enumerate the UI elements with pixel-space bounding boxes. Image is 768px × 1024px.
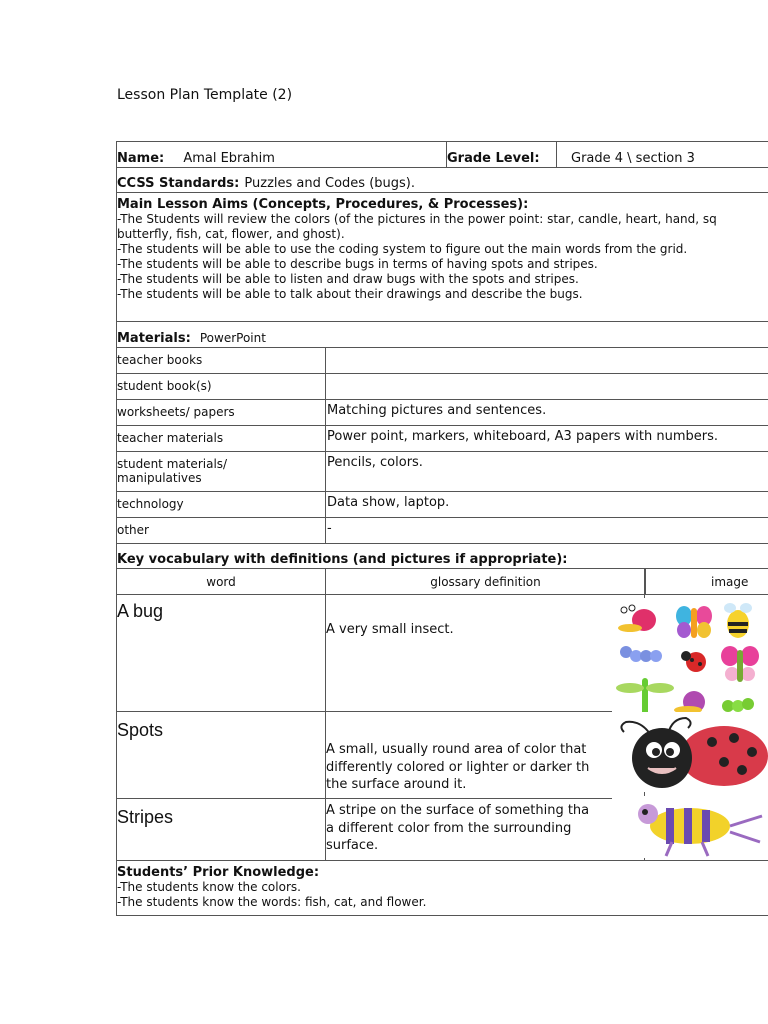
aims-line: -The students will be able to use the coding system to figure out the main words from the grid.	[117, 242, 688, 256]
prior-line: -The students know the colors.	[117, 880, 301, 894]
vocab-word: A bug	[117, 601, 164, 621]
prior-knowledge-row	[117, 861, 768, 916]
material-value	[325, 374, 768, 399]
grade-label: Grade Level:	[447, 151, 540, 166]
name-value: Amal Ebrahim	[183, 151, 275, 166]
name-grade-row	[117, 142, 768, 168]
vocab-word: Spots	[117, 720, 164, 740]
striped-bug-image	[612, 796, 768, 858]
bugs-collage-image	[612, 598, 768, 718]
aims-line: -The students will be able to listen and draw bugs with the spots and stripes.	[117, 272, 579, 286]
materials-label: Materials:	[117, 331, 191, 346]
aims-line: -The students will be able to talk about their drawings and describe the bugs.	[117, 287, 583, 301]
material-item-line: student materials/	[117, 457, 228, 471]
col-header-definition: glossary definition	[325, 569, 645, 594]
prior-line: -The students know the words: fish, cat, and flower.	[117, 895, 427, 909]
definition-line: the surface around it.	[326, 777, 467, 792]
ccss-value: Puzzles and Codes (bugs).	[244, 176, 416, 191]
material-row	[117, 348, 768, 374]
aims-label: Main Lesson Aims (Concepts, Procedures, & Processes):	[117, 197, 529, 212]
col-header-word: word	[206, 575, 236, 589]
material-row	[117, 374, 768, 400]
material-row	[117, 426, 768, 452]
material-value: Matching pictures and sentences.	[325, 400, 768, 425]
material-value: -	[325, 518, 768, 543]
material-value	[325, 348, 768, 373]
material-value: Pencils, colors.	[325, 452, 768, 491]
definition-line: A very small insect.	[326, 622, 454, 637]
material-item: technology	[117, 497, 184, 511]
vocab-label: Key vocabulary with definitions (and pictures if appropriate):	[117, 552, 568, 567]
material-value: Data show, laptop.	[325, 492, 768, 517]
materials-row	[117, 322, 768, 348]
vocab-word: Stripes	[117, 807, 174, 827]
name-cell	[117, 142, 446, 167]
material-item	[117, 452, 325, 491]
material-item: teacher materials	[117, 431, 224, 445]
ccss-label: CCSS Standards:	[117, 176, 240, 191]
aims-line: -The students will be able to describe bugs in terms of having spots and stripes.	[117, 257, 598, 271]
definition-line: differently colored or lighter or darker th	[326, 759, 590, 775]
definition-line: A stripe on the surface of something tha	[326, 803, 590, 818]
col-header-image: image	[645, 569, 768, 594]
grade-value-cell	[556, 142, 768, 167]
material-row	[117, 400, 768, 426]
grade-value: Grade 4 \ section 3	[571, 151, 695, 166]
aims-line: -The Students will review the colors (of the pictures in the power point: star, candle, heart, hand, sq	[117, 212, 717, 226]
lesson-aims-row	[117, 193, 768, 322]
aims-line: butterfly, fish, cat, flower, and ghost).	[117, 227, 345, 241]
materials-value: PowerPoint	[199, 331, 266, 345]
material-item: other	[117, 523, 149, 537]
material-item: student book(s)	[117, 379, 212, 393]
definition-line: a different color from the surrounding	[326, 820, 572, 836]
material-item: teacher books	[117, 353, 203, 367]
material-row	[117, 518, 768, 544]
material-row	[117, 492, 768, 518]
material-item-line: manipulatives	[117, 471, 202, 485]
name-label: Name:	[117, 151, 165, 166]
ccss-row	[117, 168, 768, 193]
material-row	[117, 452, 768, 492]
document-title: Lesson Plan Template (2)	[117, 87, 293, 103]
material-item: worksheets/ papers	[117, 405, 235, 419]
definition-line: A small, usually round area of color that	[326, 742, 587, 757]
vocab-row	[117, 544, 768, 569]
prior-label: Students’ Prior Knowledge:	[117, 865, 320, 880]
grade-label-cell	[446, 142, 556, 167]
material-value: Power point, markers, whiteboard, A3 papers with numbers.	[325, 426, 768, 451]
vocab-header-row	[117, 569, 768, 595]
ladybug-image	[612, 712, 768, 792]
definition-line: surface.	[326, 838, 379, 853]
